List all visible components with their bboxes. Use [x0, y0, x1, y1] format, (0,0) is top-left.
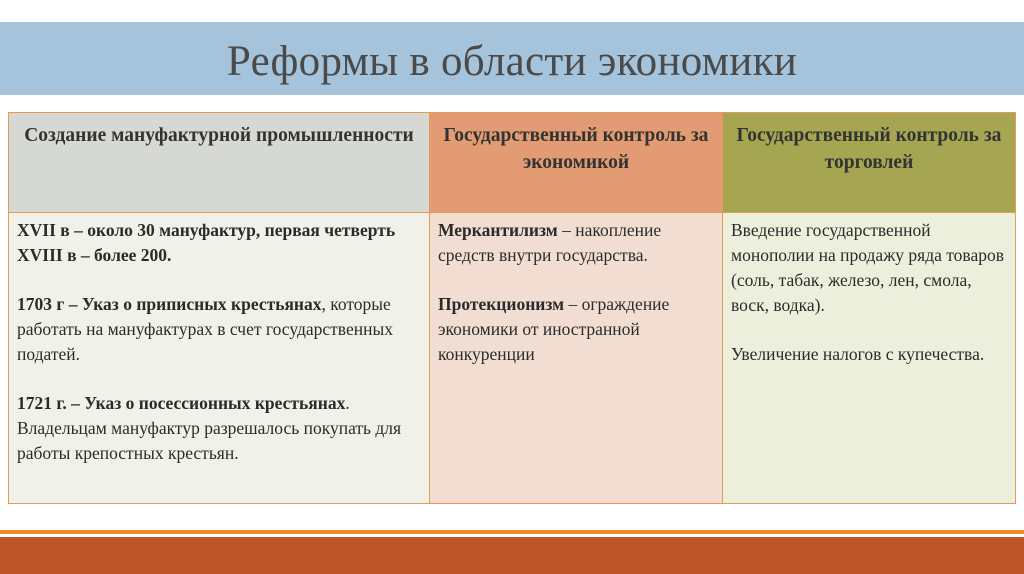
manufacturing-count-paragraph: [17, 218, 421, 268]
decree-1703-text: , которые работать на мануфактурах в счет государственных податей.: [17, 294, 393, 364]
header-manufacturing-text: Создание мануфактурной промышленности: [24, 125, 414, 146]
header-economy-control: [430, 113, 723, 213]
header-economy-control-text: Государственный контроль за экономикой: [443, 125, 709, 173]
reforms-table: [8, 112, 1016, 504]
decree-1721-text: . Владельцам мануфактур разрешалось покупать для работы крепостных крестьян.: [17, 393, 402, 463]
decree-1721-paragraph: [17, 391, 421, 466]
header-manufacturing: [9, 113, 430, 213]
monopoly-paragraph: Введение государственной монополии на продажу ряда товаров (соль, табак, железо, лен, смола, воск, водка).: [731, 220, 1004, 315]
cell-manufacturing: [9, 213, 430, 504]
cell-economy-control: [430, 213, 723, 504]
header-trade-control: [723, 113, 1016, 213]
title-band: [0, 22, 1024, 95]
mercantilism-paragraph: [438, 218, 714, 268]
protectionism-definition: – ограждение экономики от иностранной конкуренции: [438, 294, 670, 364]
mercantilism-definition: – накопление средств внутри государства.: [438, 220, 662, 265]
decree-1703-paragraph: [17, 292, 421, 367]
cell-trade-control: [723, 213, 1016, 504]
reforms-table-container: [8, 112, 1015, 504]
merchant-tax-paragraph: Увеличение налогов с купечества.: [731, 344, 985, 364]
table-header-row: [9, 113, 1016, 213]
table-body-row: [9, 213, 1016, 504]
slide-title: Реформы в области экономики: [226, 38, 798, 85]
bottom-band: [0, 537, 1024, 574]
protectionism-term: Протекционизм: [438, 294, 565, 314]
manufacturing-count-text: XVII в – около 30 мануфактур, первая четверть XVIII в – более 200.: [17, 220, 396, 265]
header-trade-control-text: Государственный контроль за торговлей: [736, 125, 1002, 173]
protectionism-paragraph: [438, 292, 714, 367]
mercantilism-term: Меркантилизм: [438, 220, 558, 240]
bottom-accent-line: [0, 530, 1024, 534]
decree-1721-title: 1721 г. – Указ о посессионных крестьянах: [17, 393, 346, 413]
decree-1703-title: 1703 г – Указ о приписных крестьянах: [17, 294, 322, 314]
